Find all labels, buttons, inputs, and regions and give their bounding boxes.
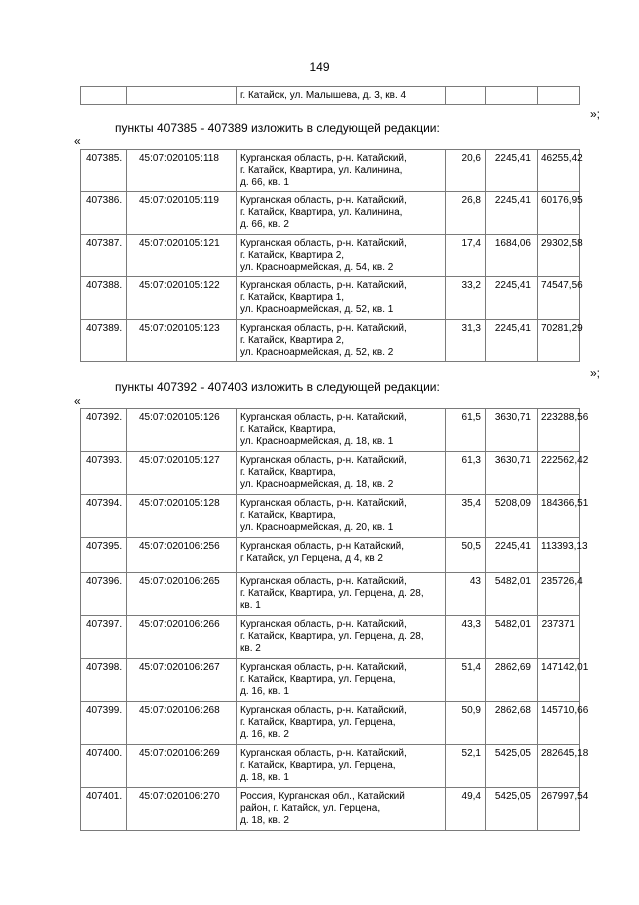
table-row [81,150,580,192]
table-row [81,658,580,701]
top-cell-addr: г. Катайск, ул. Малышева, д. 3, кв. 4 [237,87,446,105]
cell-price: 1684,06 [486,234,538,276]
cell-cadastral: 45:07:020105:123 [127,319,237,361]
address-line: кв. 1 [240,599,261,611]
cell-area: 35,4 [446,495,486,538]
address-line: Курганская область, р-н. Катайский, [240,237,407,249]
cell-num: 407399. [81,701,127,744]
cell-address [237,615,446,658]
table-row [81,409,580,452]
cell-address [237,409,446,452]
cell-area: 50,5 [446,538,486,573]
table-row [81,538,580,573]
cell-cadastral: 45:07:020106:266 [127,615,237,658]
cell-cadastral: 45:07:020106:256 [127,538,237,573]
cell-cadastral: 45:07:020106:267 [127,658,237,701]
address-line: Курганская область, р-н. Катайский, [240,195,407,207]
cell-price: 2245,41 [486,192,538,234]
table-row [81,701,580,744]
cell-address [237,277,446,319]
address-line: Курганская область, р-н. Катайский, [240,618,407,630]
cell-area: 51,4 [446,658,486,701]
cell-total: 60176,95 [538,192,580,234]
table-row [81,615,580,658]
cell-num: 407386. [81,192,127,234]
top-cell-price [486,87,538,105]
table-row [81,744,580,787]
cell-cadastral: 45:07:020106:268 [127,701,237,744]
cell-cadastral: 45:07:020105:128 [127,495,237,538]
table-row [81,452,580,495]
cell-address [237,495,446,538]
address-line: г. Катайск, Квартира 2, [240,334,345,346]
address-line: г. Катайск, Квартира, ул. Калинина, [240,207,403,219]
cell-price: 3630,71 [486,452,538,495]
address-line: ул. Красноармейская, д. 18, кв. 1 [240,436,394,447]
cell-total: 235726,4 [538,572,580,615]
instruction-2: пункты 407392 - 407403 изложить в следующей редакции: [115,380,440,394]
cell-num: 407400. [81,744,127,787]
cell-price: 2862,69 [486,658,538,701]
cell-cadastral: 45:07:020105:118 [127,150,237,192]
address-line: г. Катайск, Квартира, ул. Герцена, [240,716,396,728]
cell-price: 2245,41 [486,150,538,192]
cell-total: 145710,66 [538,701,580,744]
top-cell-area [446,87,486,105]
cell-total: 222562,42 [538,452,580,495]
cell-address [237,572,446,615]
cell-total: 46255,42 [538,150,580,192]
top-cell-num [81,87,127,105]
cell-num: 407392. [81,409,127,452]
cell-price: 2245,41 [486,319,538,361]
table-section-2 [80,408,589,831]
cell-price: 5208,09 [486,495,538,538]
address-line: г. Катайск, Квартира, ул. Калинина, [240,165,403,176]
cell-total: 223288,56 [538,409,580,452]
table-row [81,234,580,276]
cell-total: 184366,51 [538,495,580,538]
cell-price: 2245,41 [486,277,538,319]
cell-price: 3630,71 [486,409,538,452]
instruction-1: пункты 407385 - 407389 изложить в следующей редакции: [115,121,440,135]
address-line: г. Катайск, Квартира, [240,467,336,478]
address-line: г. Катайск, Квартира, ул. Герцена, д. 28, [240,630,424,642]
cell-cadastral: 45:07:020105:119 [127,192,237,234]
address-line: д. 18, кв. 2 [240,814,289,826]
address-line: ул. Красноармейская, д. 18, кв. 2 [240,479,394,490]
page-number: 149 [309,60,330,74]
cell-area: 61,5 [446,409,486,452]
address-line: г. Катайск, Квартира 2, [240,249,345,261]
address-line: Курганская область, р-н. Катайский, [240,661,407,673]
table-row [81,192,580,234]
address-line: г. Катайск, Квартира, [240,424,336,435]
address-line: Курганская область, р-н. Катайский, [240,455,407,466]
table-section-1 [80,149,583,362]
cell-price: 5425,05 [486,787,538,830]
address-line: Курганская область, р-н. Катайский, [240,747,407,759]
address-line: Курганская область, р-н. Катайский, [240,498,407,509]
address-line: г. Катайск, Квартира, ул. Герцена, [240,673,396,685]
cell-cadastral: 45:07:020105:127 [127,452,237,495]
cell-area: 49,4 [446,787,486,830]
address-line: ул. Красноармейская, д. 20, кв. 1 [240,522,394,533]
top-cell-total [538,87,580,105]
cell-area: 33,2 [446,277,486,319]
address-line: д. 18, кв. 1 [240,771,289,783]
cell-address [237,234,446,276]
table-row [81,319,580,361]
address-line: ул. Красноармейская, д. 52, кв. 2 [240,346,394,358]
cell-address [237,538,446,573]
cell-num: 407385. [81,150,127,192]
address-line: г. Катайск, Квартира, [240,510,336,521]
top-table [80,86,580,105]
address-line: Курганская область, р-н. Катайский, [240,280,407,292]
cell-total: 282645,18 [538,744,580,787]
address-line: г. Катайск, Квартира 1, [240,292,345,304]
cell-address [237,787,446,830]
closing-quote-1: »; [590,107,601,121]
cell-num: 407389. [81,319,127,361]
cell-area: 52,1 [446,744,486,787]
cell-num: 407401. [81,787,127,830]
cell-total: 237371 [538,615,580,658]
cell-area: 43,3 [446,615,486,658]
cell-total: 147142,01 [538,658,580,701]
cell-cadastral: 45:07:020106:269 [127,744,237,787]
cell-cadastral: 45:07:020105:121 [127,234,237,276]
cell-area: 17,4 [446,234,486,276]
cell-area: 43 [446,572,486,615]
cell-num: 407395. [81,538,127,573]
cell-total: 267997,54 [538,787,580,830]
cell-num: 407387. [81,234,127,276]
cell-num: 407388. [81,277,127,319]
cell-cadastral: 45:07:020106:270 [127,787,237,830]
cell-address [237,744,446,787]
table-row [81,277,580,319]
cell-num: 407397. [81,615,127,658]
address-line: Курганская область, р-н. Катайский, [240,322,407,334]
table-row [81,787,580,830]
address-line: Курганская область, р-н. Катайский, [240,704,407,716]
cell-address [237,319,446,361]
cell-cadastral: 45:07:020105:126 [127,409,237,452]
cell-area: 61,3 [446,452,486,495]
cell-price: 2245,41 [486,538,538,573]
cell-cadastral: 45:07:020106:265 [127,572,237,615]
cell-area: 50,9 [446,701,486,744]
address-line: Курганская область, р-н. Катайский, [240,575,407,587]
cell-address [237,150,446,192]
cell-address [237,701,446,744]
address-line: ул. Красноармейская, д. 54, кв. 2 [240,261,394,273]
address-line: д. 16, кв. 1 [240,685,289,697]
address-line: д. 66, кв. 1 [240,177,289,188]
closing-quote-2: »; [590,366,601,380]
table-row [81,495,580,538]
cell-address [237,452,446,495]
cell-area: 26,8 [446,192,486,234]
cell-num: 407396. [81,572,127,615]
top-cell-cad [127,87,237,105]
cell-price: 2862,68 [486,701,538,744]
cell-num: 407394. [81,495,127,538]
address-line: район, г. Катайск, ул. Герцена, [240,802,381,814]
opening-quote-1: « [74,134,81,148]
address-line: д. 16, кв. 2 [240,728,289,740]
address-line: Курганская область, р-н. Катайский, [240,412,407,423]
cell-price: 5482,01 [486,615,538,658]
address-line: д. 66, кв. 2 [240,219,289,231]
address-line: Курганская область, р-н Катайский, [240,541,405,552]
address-line: кв. 2 [240,642,261,654]
cell-area: 31,3 [446,319,486,361]
address-line: г Катайск, ул Герцена, д 4, кв 2 [240,553,383,564]
cell-address [237,192,446,234]
cell-num: 407393. [81,452,127,495]
cell-total: 74547,56 [538,277,580,319]
cell-cadastral: 45:07:020105:122 [127,277,237,319]
table-row [81,572,580,615]
cell-num: 407398. [81,658,127,701]
address-line: ул. Красноармейская, д. 52, кв. 1 [240,304,394,316]
address-line: Курганская область, р-н. Катайский, [240,153,407,164]
cell-address [237,658,446,701]
cell-price: 5482,01 [486,572,538,615]
opening-quote-2: « [74,394,81,408]
address-line: г. Катайск, Квартира, ул. Герцена, д. 28, [240,587,424,599]
cell-area: 20,6 [446,150,486,192]
cell-total: 113393,13 [538,538,580,573]
address-line: г. Катайск, Квартира, ул. Герцена, [240,759,396,771]
cell-total: 29302,58 [538,234,580,276]
cell-total: 70281,29 [538,319,580,361]
cell-price: 5425,05 [486,744,538,787]
address-line: Россия, Курганская обл., Катайский [240,790,405,802]
